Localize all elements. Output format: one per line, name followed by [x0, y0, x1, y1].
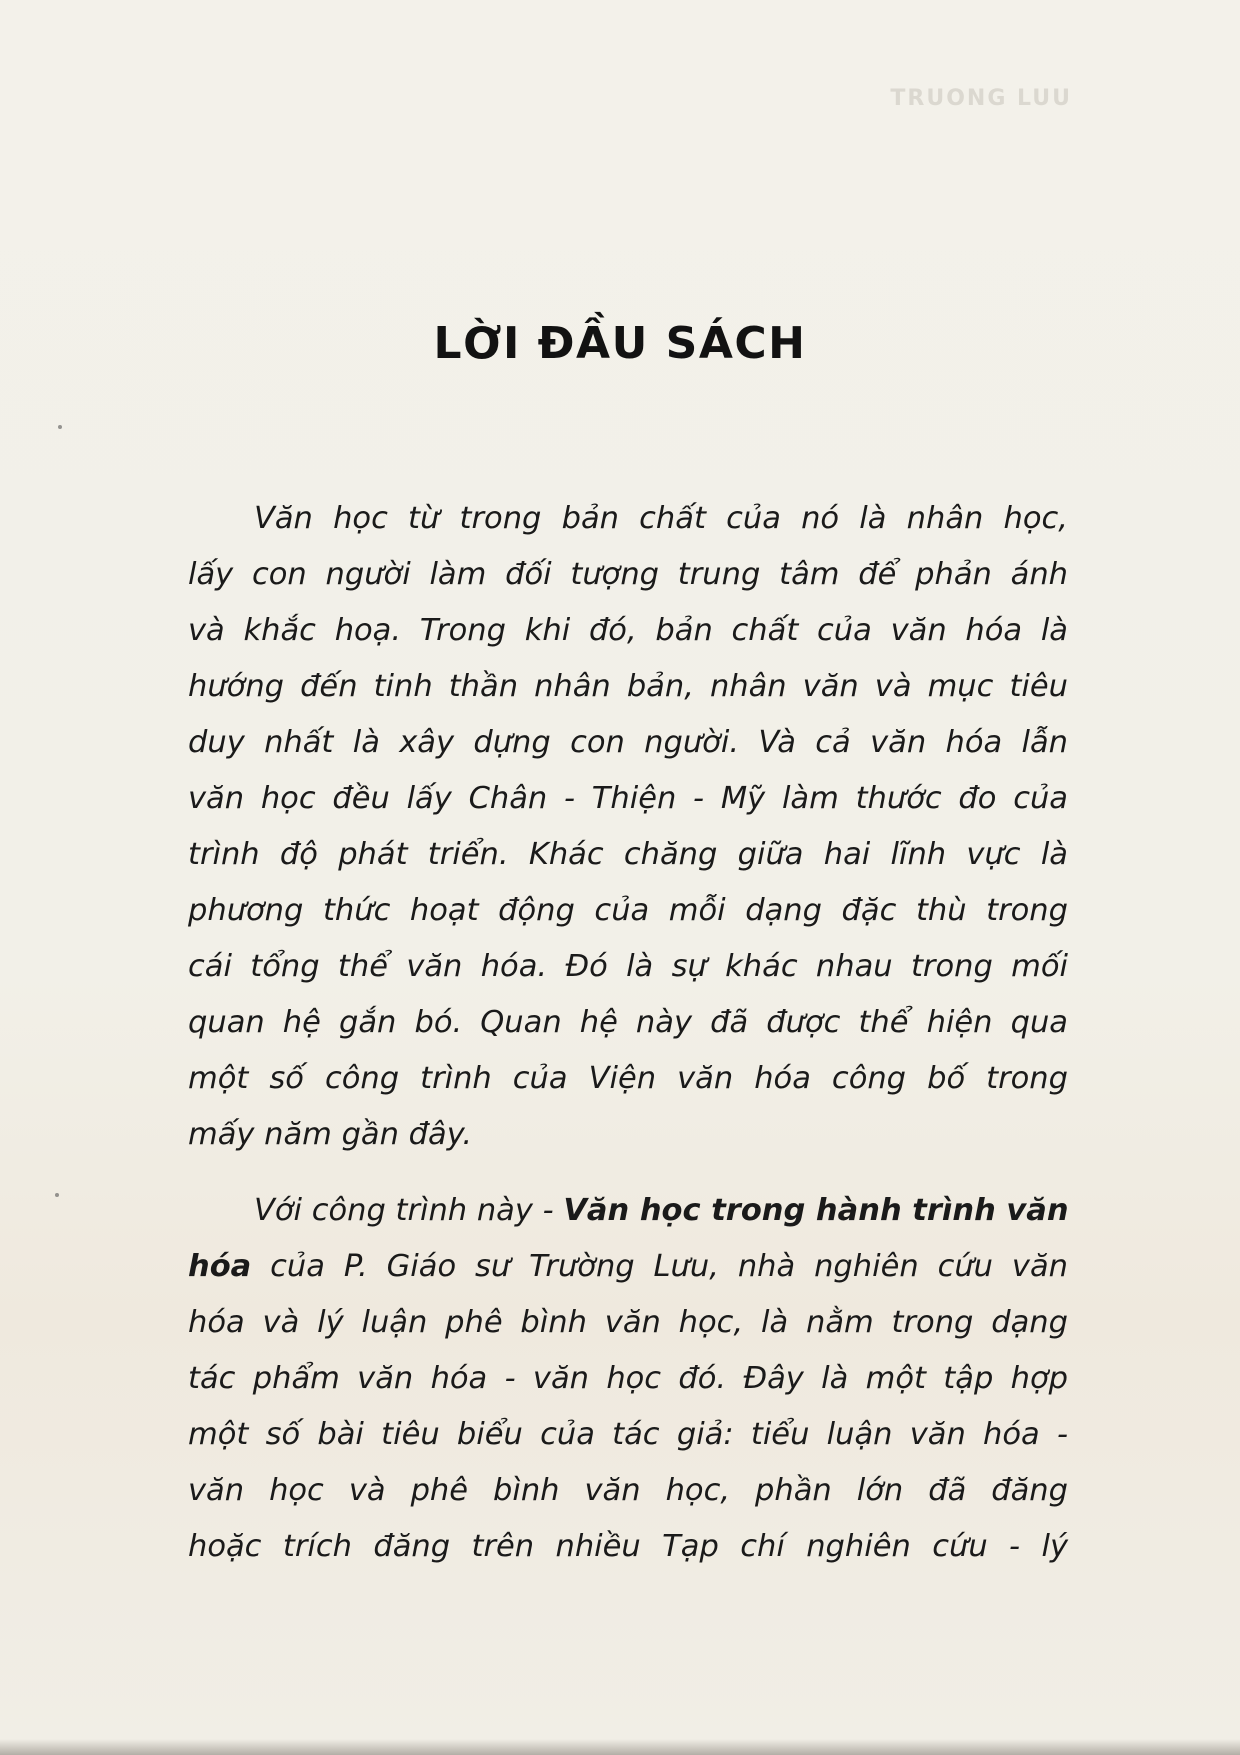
text-line	[188, 1183, 1068, 1239]
text-line: tác phẩm văn hóa - văn học đó. Đây là một tập hợp	[188, 1361, 1068, 1396]
page-title: LỜI ĐẦU SÁCH	[433, 318, 807, 369]
text-line: hướng đến tinh thần nhân bản, nhân văn và mục tiêu	[188, 669, 1068, 704]
text-line: quan hệ gắn bó. Quan hệ này đã được thể hiện qua	[188, 1005, 1068, 1040]
text-line: lấy con người làm đối tượng trung tâm để phản ánh	[188, 557, 1068, 592]
text-line: văn học đều lấy Chân - Thiện - Mỹ làm thước đo của	[188, 781, 1068, 816]
text-line: mấy năm gần đây.	[188, 1117, 473, 1152]
text-line: và khắc hoạ. Trong khi đó, bản chất của văn hóa là	[188, 613, 1068, 648]
text-line	[188, 1239, 1068, 1295]
scan-speck	[58, 425, 62, 429]
text-line: phương thức hoạt động của mỗi dạng đặc thù trong	[188, 893, 1068, 928]
text-line: hóa và lý luận phê bình văn học, là nằm trong dạng	[188, 1305, 1068, 1340]
text-line: duy nhất là xây dựng con người. Và cả văn hóa lẫn	[188, 725, 1068, 760]
text-line: trình độ phát triển. Khác chăng giữa hai lĩnh vực là	[188, 837, 1068, 872]
scan-speck	[55, 1193, 59, 1197]
paragraph-2	[188, 1183, 1068, 1575]
paragraph-1	[188, 491, 1068, 1163]
text-line: hoặc trích đăng trên nhiều Tạp chí nghiên cứu - lý	[188, 1529, 1068, 1564]
text-line: cái tổng thể văn hóa. Đó là sự khác nhau trong mối	[188, 949, 1068, 984]
text-line: văn học và phê bình văn học, phần lớn đã đăng	[188, 1473, 1068, 1508]
book-title-emphasis: hóa	[188, 1249, 252, 1284]
text-line: một số công trình của Viện văn hóa công bố trong	[188, 1061, 1068, 1096]
text-run: của P. Giáo sư Trường Lưu, nhà nghiên cứu văn	[251, 1249, 1068, 1284]
text-line: Văn học từ trong bản chất của nó là nhân học,	[254, 501, 1068, 536]
text-line: một số bài tiêu biểu của tác giả: tiểu luận văn hóa -	[188, 1417, 1068, 1452]
scan-edge-shadow	[0, 1739, 1240, 1755]
book-title-emphasis: Văn học trong hành trình văn	[563, 1193, 1069, 1228]
running-head-bleed: TRUONG LUU	[890, 86, 1072, 111]
text-run: Với công trình này -	[254, 1193, 564, 1228]
